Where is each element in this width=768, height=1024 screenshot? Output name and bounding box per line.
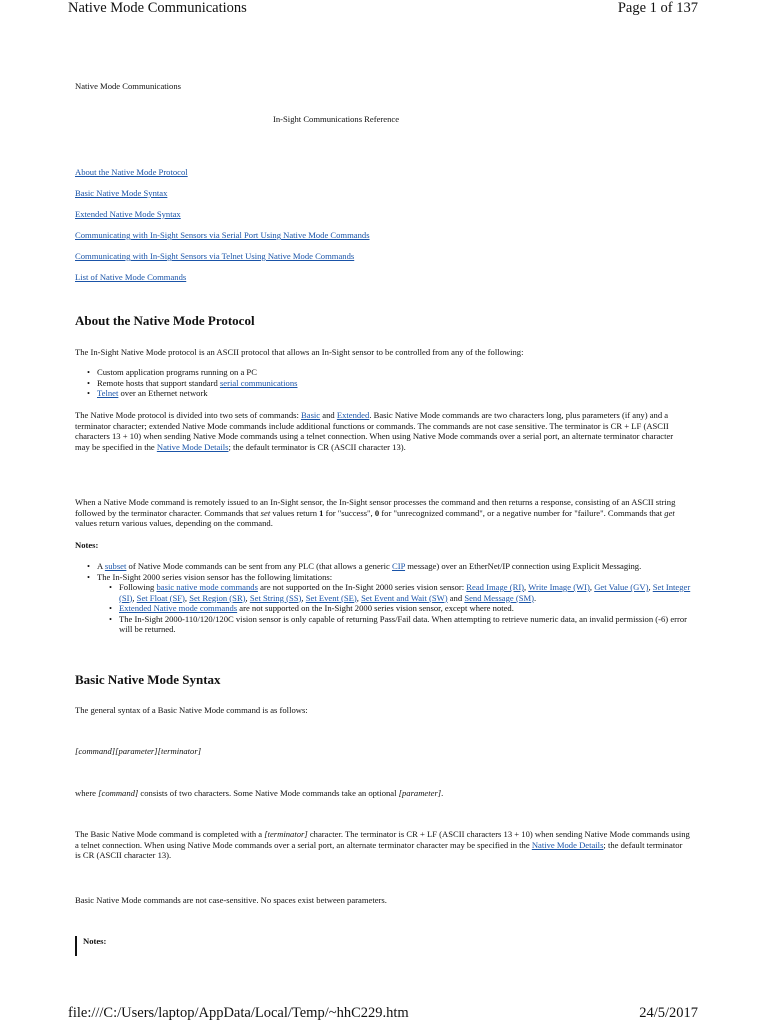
telnet-link[interactable]: Telnet (97, 388, 119, 398)
syntax-template: [command][parameter][terminator] (75, 746, 202, 756)
notes-box (75, 936, 106, 956)
cmd-link-sw[interactable]: Set Event and Wait (SW) (361, 592, 448, 603)
about-intro: The In-Sight Native Mode protocol is an ASCII protocol that allows an In-Sight sensor to be controlled from any of the following: (75, 347, 524, 357)
case-sensitivity-paragraph: Basic Native Mode commands are not case-sensitive. No spaces exist between parameters. (75, 895, 387, 905)
toc-link-basic-syntax[interactable]: Basic Native Mode Syntax (75, 188, 168, 198)
list-item: • Remote hosts that support standard serial communications (97, 378, 697, 389)
extended-native-mode-commands-link[interactable]: Extended Native mode commands (119, 603, 238, 613)
section-heading-about: About the Native Mode Protocol (75, 313, 255, 328)
basic-native-mode-commands-link[interactable]: basic native mode commands (156, 582, 258, 592)
table-of-contents (75, 167, 370, 283)
toc-link-extended-syntax[interactable]: Extended Native Mode Syntax (75, 209, 181, 219)
list-item: • Custom application programs running on a PC (97, 367, 697, 378)
native-mode-details-link[interactable]: Native Mode Details (156, 441, 229, 452)
page-header (68, 0, 698, 22)
cmd-link-si[interactable]: Set Integer (SI) (119, 582, 691, 603)
extended-link[interactable]: Extended (336, 410, 370, 420)
list-item: • Following basic native mode commands are not supported on the In-Sight 2000 series vision sensor: Read Image (RI), Write Image (WI), Get Value (GV), Set Integer (SI), Set Float (SF), Set Region (SR), Set String (SS), Set Event (SE), Set Event and Wait (SW) and Send Message (SM). (119, 582, 697, 603)
toc-link-telnet[interactable]: Communicating with In-Sight Sensors via Telnet Using Native Mode Commands (75, 251, 355, 261)
cmd-link-sr[interactable]: Set Region (SR) (189, 592, 246, 603)
cip-link[interactable]: CIP (392, 561, 406, 571)
cmd-link-gv[interactable]: Get Value (GV) (594, 582, 649, 592)
about-bullet-list (75, 367, 697, 399)
syntax-intro: The general syntax of a Basic Native Mode command is as follows: (75, 705, 308, 715)
syntax-where: where [command] consists of two characters. Some Native Mode commands take an optional [parameter]. (75, 788, 444, 798)
header-page-number: Page 1 of 137 (617, 0, 698, 16)
toc-link-about[interactable]: About the Native Mode Protocol (75, 167, 188, 177)
footer-file-path: file:///C:/Users/laptop/AppData/Local/Temp/~hhC229.htm (68, 1005, 409, 1021)
toc-link-serial-port[interactable]: Communicating with In-Sight Sensors via Serial Port Using Native Mode Commands (75, 230, 370, 240)
list-item: • Extended Native mode commands are not supported on the In-Sight 2000 series vision sensor, except where noted. (119, 603, 697, 614)
cmd-link-sf[interactable]: Set Float (SF) (136, 592, 185, 603)
doc-title: Native Mode Communications (75, 81, 181, 91)
cmd-link-se[interactable]: Set Event (SE) (305, 592, 357, 603)
subset-link[interactable]: subset (104, 561, 127, 571)
list-item: • The In-Sight 2000 series vision sensor has the following limitations: • Following basic native mode commands are not supported on the In-Sight 2000 series vision sensor: Read Image (RI), Write Image (WI), Get Value (GV), Set Integer (SI), Set Float (SF), Set Region (SR), Set String (SS), Set Event (SE), Set Event and Wait (SW) and Send Message (SM). • Extended Native mode commands are not supported on the In-Sight 2000 series vision sensor, except where noted. • The In-Sight 2000-110/120/120C vision sensor is only capable of returning Pass/Fail data. When attempting to retrieve numeric data, an invalid permission (-6) error will be returned. (97, 572, 697, 635)
syntax-terminator-paragraph: The Basic Native Mode command is completed with a [terminator] character. The terminator is CR + LF (ASCII characters 13 + 10) when sending Native Mode commands using a telnet connection. When using Native Mode commands over a serial port, an alternate terminator character may be specified in the Native Mode Details; the default terminator is CR (ASCII character 13). (75, 829, 690, 860)
list-item: • The In-Sight 2000-110/120/120C vision sensor is only capable of returning Pass/Fail data. When attempting to retrieve numeric data, an invalid permission (-6) error will be returned. (119, 614, 697, 635)
cmd-link-wi[interactable]: Write Image (WI) (528, 582, 590, 592)
cmd-link-ri[interactable]: Read Image (RI) (466, 582, 525, 592)
header-title: Native Mode Communications (68, 0, 247, 16)
doc-subtitle: In-Sight Communications Reference (273, 114, 400, 124)
about-paragraph-response: When a Native Mode command is remotely issued to an In-Sight sensor, the In-Sight sensor processes the command and then returns a response, consisting of an ASCII string followed by the terminator character. Commands that set values return 1 for "success", 0 for "unrecognized command", or a negative number for "failure". Commands that get values return various values, depending on the command. (75, 497, 676, 528)
footer-date: 24/5/2017 (639, 1005, 698, 1021)
cmd-link-sm[interactable]: Send Message (SM) (464, 592, 535, 603)
native-mode-details-link-2[interactable]: Native Mode Details (531, 839, 604, 850)
basic-link[interactable]: Basic (301, 410, 321, 420)
toc-link-command-list[interactable]: List of Native Mode Commands (75, 272, 187, 282)
list-item: • A subset of Native Mode commands can be sent from any PLC (that allows a generic CIP message) over an EtherNet/IP connection using Explicit Messaging. (97, 561, 697, 572)
notes-list (75, 561, 697, 635)
cmd-link-ss[interactable]: Set String (SS) (249, 592, 302, 603)
notes-label-2: Notes: (83, 936, 107, 946)
serial-communications-link[interactable]: serial communications (219, 377, 298, 388)
notes-label: Notes: (75, 540, 99, 550)
page-footer (68, 1000, 698, 1024)
about-paragraph-commands: The Native Mode protocol is divided into two sets of commands: Basic and Extended. Basic Native Mode commands are two characters long, plus parameters (if any) and a terminator character; extended Native Mode commands include additional functions or commands. The commands are not case sensitive. The terminator is CR + LF (ASCII characters 13 + 10) when sending Native Mode commands using a telnet connection. When using Native Mode commands over a serial port, an alternate terminator character may be specified in the Native Mode Details; the default terminator is CR (ASCII character 13). (75, 410, 674, 452)
limitations-list (97, 582, 697, 635)
section-heading-basic-syntax: Basic Native Mode Syntax (75, 672, 221, 687)
list-item: • Telnet over an Ethernet network (97, 388, 697, 399)
